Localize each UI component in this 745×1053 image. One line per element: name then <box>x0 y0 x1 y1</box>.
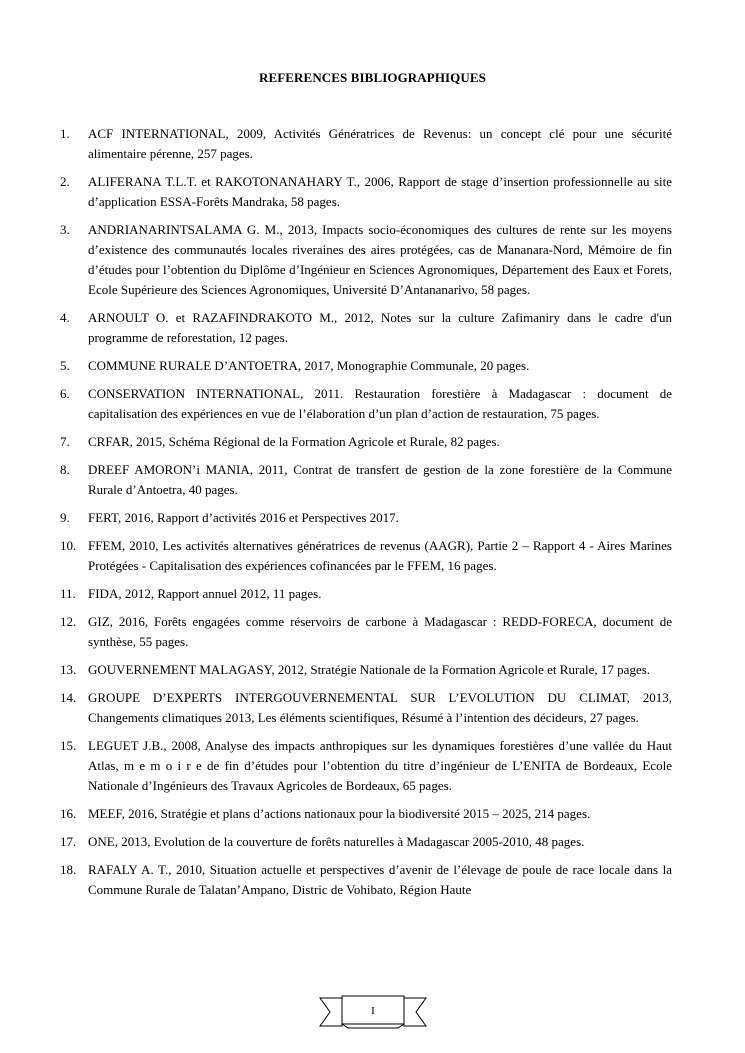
reference-number: 11. <box>60 586 76 601</box>
reference-text: MEEF, 2016, Stratégie et plans d’actions nationaux pour la biodiversité 2015 – 2025, 214 pages. <box>88 806 591 821</box>
reference-text: ARNOULT O. et RAZAFINDRAKOTO M., 2012, Notes sur la culture Zafimaniry dans le cadre d'un programme de reforestation, 12 pages. <box>88 310 672 345</box>
reference-item <box>60 220 672 300</box>
reference-number: 3. <box>60 222 70 237</box>
reference-text: ACF INTERNATIONAL, 2009, Activités Génératrices de Revenus: un concept clé pour une sécurité alimentaire pérenne, 257 pages. <box>88 126 672 161</box>
reference-number: 8. <box>60 462 70 477</box>
reference-item <box>60 584 672 604</box>
reference-item <box>60 612 672 652</box>
reference-number: 7. <box>60 434 70 449</box>
reference-number: 6. <box>60 386 70 401</box>
reference-item <box>60 124 672 164</box>
reference-number: 14. <box>60 690 77 705</box>
reference-text: DREEF AMORON’i MANIA, 2011, Contrat de transfert de gestion de la zone forestière de la Commune Rurale d’Antoetra, 40 pages. <box>88 462 672 497</box>
reference-text: GIZ, 2016, Forêts engagées comme réservoirs de carbone à Madagascar : REDD-FORECA, document de synthèse, 55 pages. <box>88 614 672 649</box>
reference-text: GOUVERNEMENT MALAGASY, 2012, Stratégie Nationale de la Formation Agricole et Rurale, 17 pages. <box>88 662 651 677</box>
reference-text: CRFAR, 2015, Schéma Régional de la Formation Agricole et Rurale, 82 pages. <box>88 434 500 449</box>
reference-item <box>60 660 672 680</box>
reference-text: ONE, 2013, Evolution de la couverture de forêts naturelles à Madagascar 2005-2010, 48 pages. <box>88 834 585 849</box>
reference-item <box>60 832 672 852</box>
page-title: REFERENCES BIBLIOGRAPHIQUES <box>258 70 486 85</box>
reference-text: COMMUNE RURALE D’ANTOETRA, 2017, Monographie Communale, 20 pages. <box>88 358 530 373</box>
reference-number: 10. <box>60 538 77 553</box>
reference-number: 18. <box>60 862 77 877</box>
reference-item <box>60 172 672 212</box>
reference-text: RAFALY A. T., 2010, Situation actuelle et perspectives d’avenir de l’élevage de poule de race locale dans la Commune Rurale de Talatan’Ampano, Distric de Vohibato, Région Haute <box>88 862 672 897</box>
reference-number: 9. <box>60 510 70 525</box>
reference-item <box>60 356 672 376</box>
reference-text: FFEM, 2010, Les activités alternatives génératrices de revenus (AAGR), Partie 2 – Rapport 4 - Aires Marines Protégées - Capitalisation des expériences cofinancées par le FFEM, 16 pages. <box>88 538 672 573</box>
reference-number: 4. <box>60 310 70 325</box>
page-number-ribbon <box>318 994 428 1030</box>
reference-item <box>60 384 672 424</box>
reference-text: FERT, 2016, Rapport d’activités 2016 et Perspectives 2017. <box>88 510 399 525</box>
reference-item <box>60 536 672 576</box>
reference-list <box>60 124 672 908</box>
reference-number: 2. <box>60 174 70 189</box>
reference-number: 5. <box>60 358 70 373</box>
reference-number: 15. <box>60 738 77 753</box>
reference-item <box>60 860 672 900</box>
reference-text: GROUPE D’EXPERTS INTERGOUVERNEMENTAL SUR L’EVOLUTION DU CLIMAT, 2013, Changements climatiques 2013, Les éléments scientifiques, Résumé à l’intention des décideurs, 27 pages. <box>88 690 672 725</box>
reference-item <box>60 308 672 348</box>
reference-item <box>60 804 672 824</box>
reference-text: ALIFERANA T.L.T. et RAKOTONANAHARY T., 2006, Rapport de stage d’insertion professionnelle au site d’application ESSA-Forêts Mandraka, 58 pages. <box>88 174 672 209</box>
reference-item <box>60 432 672 452</box>
reference-number: 16. <box>60 806 77 821</box>
reference-item <box>60 508 672 528</box>
reference-number: 1. <box>60 126 70 141</box>
reference-text: FIDA, 2012, Rapport annuel 2012, 11 pages. <box>88 586 322 601</box>
page-number: I <box>371 1005 375 1017</box>
reference-number: 12. <box>60 614 77 629</box>
reference-number: 17. <box>60 834 77 849</box>
reference-item <box>60 736 672 796</box>
reference-item <box>60 688 672 728</box>
reference-text: CONSERVATION INTERNATIONAL, 2011. Restauration forestière à Madagascar : document de capitalisation des expériences en vue de l’élaboration d’un plan d’action de restauration, 75 pages. <box>88 386 672 421</box>
reference-text: LEGUET J.B., 2008, Analyse des impacts anthropiques sur les dynamiques forestières d’une vallée du Haut Atlas, m e m o i r e de fin d’études pour l’obtention du titre d’ingénieur de L’ENITA de Bordeaux, Ecole Nationale d’Ingénieurs des Travaux Agricoles de Bordeaux, 65 pages. <box>88 738 672 793</box>
reference-item <box>60 460 672 500</box>
reference-number: 13. <box>60 662 77 677</box>
reference-text: ANDRIANARINTSALAMA G. M., 2013, Impacts socio-économiques des cultures de rente sur les moyens d’existence des communautés locales riveraines des aires protégées, cas de Mananara-Nord, Mémoire de fin d’études pour l’obtention du Diplôme d’Ingénieur en Sciences Agronomiques, Département des Eaux et Forets, Ecole Supérieure des Sciences Agronomiques, Université D’Antananarivo, 58 pages. <box>88 222 672 297</box>
